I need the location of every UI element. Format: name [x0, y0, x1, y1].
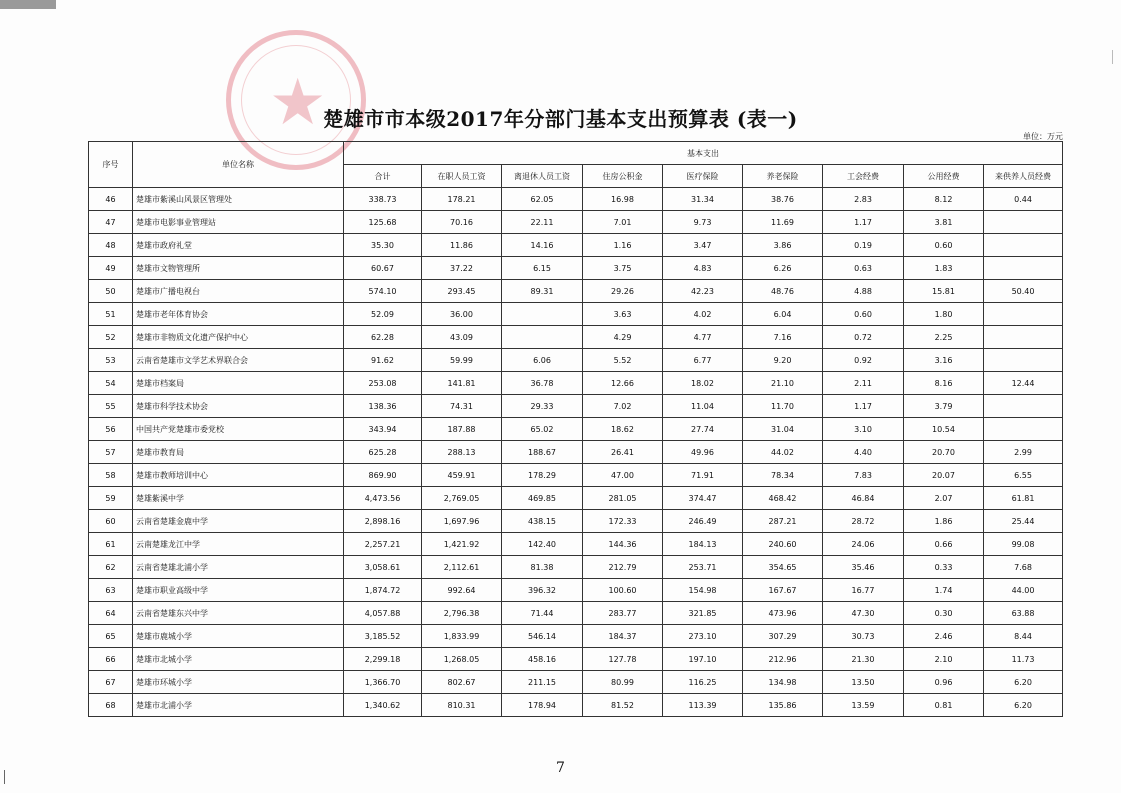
row-value-cell: 22.11: [502, 211, 583, 234]
row-value-cell: 13.50: [823, 671, 904, 694]
row-value-cell: 0.44: [984, 188, 1063, 211]
row-value-cell: 38.76: [743, 188, 823, 211]
row-value-cell: 60.67: [344, 257, 422, 280]
row-value-cell: 37.22: [422, 257, 502, 280]
row-value-cell: 7.02: [583, 395, 663, 418]
row-value-cell: 992.64: [422, 579, 502, 602]
row-unit-name: 中国共产党楚雄市委党校: [133, 418, 344, 441]
row-unit-name: 楚雄市文物管理所: [133, 257, 344, 280]
row-value-cell: 197.10: [663, 648, 743, 671]
row-value-cell: 1,268.05: [422, 648, 502, 671]
row-value-cell: 13.59: [823, 694, 904, 717]
row-value-cell: 18.62: [583, 418, 663, 441]
row-value-cell: 2,112.61: [422, 556, 502, 579]
row-index: 59: [89, 487, 133, 510]
row-value-cell: 78.34: [743, 464, 823, 487]
row-value-cell: 246.49: [663, 510, 743, 533]
table-row: [89, 418, 1063, 441]
row-unit-name: 楚雄市紫溪山风景区管理处: [133, 188, 344, 211]
row-value-cell: 52.09: [344, 303, 422, 326]
row-value-cell: 2.99: [984, 441, 1063, 464]
row-unit-name: 楚雄市电影事业管理站: [133, 211, 344, 234]
row-index: 64: [89, 602, 133, 625]
row-value-cell: 42.23: [663, 280, 743, 303]
row-value-cell: 3.10: [823, 418, 904, 441]
header-housing-fund: 住房公积金: [583, 165, 663, 188]
row-value-cell: 1,421.92: [422, 533, 502, 556]
row-value-cell: 8.16: [904, 372, 984, 395]
row-value-cell: 47.00: [583, 464, 663, 487]
row-value-cell: 9.20: [743, 349, 823, 372]
row-value-cell: 1,697.96: [422, 510, 502, 533]
row-value-cell: [502, 303, 583, 326]
table-row: [89, 602, 1063, 625]
row-index: 66: [89, 648, 133, 671]
row-value-cell: 14.16: [502, 234, 583, 257]
row-value-cell: 81.52: [583, 694, 663, 717]
row-value-cell: 48.76: [743, 280, 823, 303]
row-index: 57: [89, 441, 133, 464]
row-value-cell: 99.08: [984, 533, 1063, 556]
row-value-cell: 21.30: [823, 648, 904, 671]
row-value-cell: 6.55: [984, 464, 1063, 487]
row-value-cell: 20.70: [904, 441, 984, 464]
row-value-cell: 438.15: [502, 510, 583, 533]
row-value-cell: 167.67: [743, 579, 823, 602]
row-value-cell: 11.04: [663, 395, 743, 418]
row-value-cell: 35.46: [823, 556, 904, 579]
row-value-cell: 458.16: [502, 648, 583, 671]
row-index: 65: [89, 625, 133, 648]
row-value-cell: [984, 395, 1063, 418]
table-row: [89, 326, 1063, 349]
row-value-cell: 63.88: [984, 602, 1063, 625]
row-value-cell: 18.02: [663, 372, 743, 395]
scan-edge-mark: [0, 0, 56, 9]
row-value-cell: 2.25: [904, 326, 984, 349]
row-index: 49: [89, 257, 133, 280]
row-value-cell: 3.81: [904, 211, 984, 234]
header-total: 合计: [344, 165, 422, 188]
row-value-cell: 127.78: [583, 648, 663, 671]
row-value-cell: 287.21: [743, 510, 823, 533]
row-value-cell: 11.73: [984, 648, 1063, 671]
row-value-cell: 4.77: [663, 326, 743, 349]
row-value-cell: 59.99: [422, 349, 502, 372]
row-value-cell: 2,299.18: [344, 648, 422, 671]
row-value-cell: 869.90: [344, 464, 422, 487]
row-value-cell: 3.75: [583, 257, 663, 280]
row-value-cell: 321.85: [663, 602, 743, 625]
table-row: [89, 625, 1063, 648]
header-other-support: 来供养人员经费: [984, 165, 1063, 188]
row-value-cell: 288.13: [422, 441, 502, 464]
row-index: 52: [89, 326, 133, 349]
row-value-cell: 44.00: [984, 579, 1063, 602]
row-value-cell: 47.30: [823, 602, 904, 625]
row-unit-name: 云南省楚雄金鹿中学: [133, 510, 344, 533]
row-value-cell: 81.38: [502, 556, 583, 579]
row-value-cell: 16.77: [823, 579, 904, 602]
row-value-cell: 44.02: [743, 441, 823, 464]
table-row: [89, 372, 1063, 395]
row-value-cell: 5.52: [583, 349, 663, 372]
row-value-cell: 1.17: [823, 395, 904, 418]
row-unit-name: 楚雄市档案局: [133, 372, 344, 395]
row-value-cell: 9.73: [663, 211, 743, 234]
row-value-cell: 1.17: [823, 211, 904, 234]
header-public-expense: 公用经费: [904, 165, 984, 188]
row-value-cell: 184.13: [663, 533, 743, 556]
row-value-cell: 172.33: [583, 510, 663, 533]
row-value-cell: 141.81: [422, 372, 502, 395]
row-value-cell: 187.88: [422, 418, 502, 441]
row-value-cell: 80.99: [583, 671, 663, 694]
table-row: [89, 303, 1063, 326]
row-value-cell: 4.02: [663, 303, 743, 326]
row-value-cell: 473.96: [743, 602, 823, 625]
table-row: [89, 464, 1063, 487]
table-row: [89, 510, 1063, 533]
row-value-cell: [984, 326, 1063, 349]
row-value-cell: 281.05: [583, 487, 663, 510]
table-row: [89, 349, 1063, 372]
row-value-cell: 8.12: [904, 188, 984, 211]
header-staff-salary: 在职人员工资: [422, 165, 502, 188]
row-value-cell: 2.11: [823, 372, 904, 395]
row-value-cell: 74.31: [422, 395, 502, 418]
row-value-cell: 0.92: [823, 349, 904, 372]
row-value-cell: 4,473.56: [344, 487, 422, 510]
row-unit-name: 云南省楚雄北浦小学: [133, 556, 344, 579]
row-index: 47: [89, 211, 133, 234]
row-value-cell: 7.68: [984, 556, 1063, 579]
row-value-cell: 802.67: [422, 671, 502, 694]
row-value-cell: 0.66: [904, 533, 984, 556]
row-value-cell: 61.81: [984, 487, 1063, 510]
row-value-cell: 4.29: [583, 326, 663, 349]
row-value-cell: 188.67: [502, 441, 583, 464]
row-value-cell: 6.20: [984, 671, 1063, 694]
row-value-cell: [984, 303, 1063, 326]
row-value-cell: 3.47: [663, 234, 743, 257]
row-value-cell: 0.72: [823, 326, 904, 349]
row-value-cell: 1.16: [583, 234, 663, 257]
row-value-cell: 240.60: [743, 533, 823, 556]
table-row: [89, 487, 1063, 510]
table-row: [89, 533, 1063, 556]
row-value-cell: 184.37: [583, 625, 663, 648]
row-value-cell: 3.63: [583, 303, 663, 326]
row-value-cell: 3,185.52: [344, 625, 422, 648]
row-value-cell: 307.29: [743, 625, 823, 648]
row-value-cell: 1.86: [904, 510, 984, 533]
row-unit-name: 楚雄市北浦小学: [133, 694, 344, 717]
row-value-cell: 12.66: [583, 372, 663, 395]
row-value-cell: 0.60: [904, 234, 984, 257]
row-value-cell: 1.74: [904, 579, 984, 602]
row-value-cell: 1,340.62: [344, 694, 422, 717]
row-value-cell: [984, 211, 1063, 234]
row-unit-name: 楚雄紫溪中学: [133, 487, 344, 510]
row-value-cell: 6.77: [663, 349, 743, 372]
row-value-cell: 134.98: [743, 671, 823, 694]
row-unit-name: 云南楚雄龙江中学: [133, 533, 344, 556]
row-value-cell: 2,257.21: [344, 533, 422, 556]
row-value-cell: [984, 349, 1063, 372]
row-value-cell: 374.47: [663, 487, 743, 510]
row-value-cell: 11.86: [422, 234, 502, 257]
row-value-cell: 36.00: [422, 303, 502, 326]
row-value-cell: 26.41: [583, 441, 663, 464]
row-value-cell: 8.44: [984, 625, 1063, 648]
row-value-cell: 212.96: [743, 648, 823, 671]
row-value-cell: 0.60: [823, 303, 904, 326]
row-value-cell: 3,058.61: [344, 556, 422, 579]
row-value-cell: 2.83: [823, 188, 904, 211]
row-index: 51: [89, 303, 133, 326]
row-value-cell: 71.44: [502, 602, 583, 625]
table-row: [89, 579, 1063, 602]
header-unit-name: 单位名称: [133, 142, 344, 188]
row-value-cell: 0.96: [904, 671, 984, 694]
table-row: [89, 694, 1063, 717]
row-value-cell: 144.36: [583, 533, 663, 556]
row-value-cell: [984, 418, 1063, 441]
page-title: 楚雄市市本级2017年分部门基本支出预算表 (表一): [323, 107, 798, 131]
row-unit-name: 楚雄市北城小学: [133, 648, 344, 671]
row-value-cell: 354.65: [743, 556, 823, 579]
row-unit-name: 楚雄市非物质文化遗产保护中心: [133, 326, 344, 349]
row-value-cell: 211.15: [502, 671, 583, 694]
table-row: [89, 556, 1063, 579]
star-icon: ★: [269, 66, 327, 140]
table-row: [89, 188, 1063, 211]
row-value-cell: 1,874.72: [344, 579, 422, 602]
table-row: [89, 395, 1063, 418]
row-value-cell: 6.20: [984, 694, 1063, 717]
row-index: 68: [89, 694, 133, 717]
row-value-cell: 6.04: [743, 303, 823, 326]
row-index: 56: [89, 418, 133, 441]
row-value-cell: 62.05: [502, 188, 583, 211]
row-unit-name: 楚雄市广播电视台: [133, 280, 344, 303]
row-unit-name: 云南省楚雄东兴中学: [133, 602, 344, 625]
row-index: 50: [89, 280, 133, 303]
row-value-cell: 31.04: [743, 418, 823, 441]
row-unit-name: 楚雄市环城小学: [133, 671, 344, 694]
header-index: 序号: [89, 142, 133, 188]
row-value-cell: 4.40: [823, 441, 904, 464]
row-value-cell: 546.14: [502, 625, 583, 648]
row-value-cell: 28.72: [823, 510, 904, 533]
row-value-cell: 89.31: [502, 280, 583, 303]
header-union-fee: 工会经费: [823, 165, 904, 188]
row-value-cell: 30.73: [823, 625, 904, 648]
row-value-cell: 0.81: [904, 694, 984, 717]
row-value-cell: 1.80: [904, 303, 984, 326]
row-unit-name: 楚雄市政府礼堂: [133, 234, 344, 257]
row-value-cell: 29.33: [502, 395, 583, 418]
row-value-cell: 0.30: [904, 602, 984, 625]
row-value-cell: 138.36: [344, 395, 422, 418]
row-value-cell: 113.39: [663, 694, 743, 717]
row-value-cell: 343.94: [344, 418, 422, 441]
row-value-cell: 24.06: [823, 533, 904, 556]
row-value-cell: 574.10: [344, 280, 422, 303]
row-value-cell: 31.34: [663, 188, 743, 211]
row-value-cell: 253.71: [663, 556, 743, 579]
row-unit-name: 楚雄市教育局: [133, 441, 344, 464]
row-value-cell: 11.69: [743, 211, 823, 234]
row-value-cell: 178.94: [502, 694, 583, 717]
row-value-cell: 20.07: [904, 464, 984, 487]
row-index: 55: [89, 395, 133, 418]
scan-edge-mark: [1112, 50, 1113, 64]
row-value-cell: 293.45: [422, 280, 502, 303]
row-value-cell: 29.26: [583, 280, 663, 303]
row-value-cell: [502, 326, 583, 349]
row-value-cell: [984, 234, 1063, 257]
row-value-cell: 43.09: [422, 326, 502, 349]
row-value-cell: 46.84: [823, 487, 904, 510]
row-value-cell: 1,833.99: [422, 625, 502, 648]
row-value-cell: 154.98: [663, 579, 743, 602]
header-basic-expenditure: 基本支出: [344, 142, 1063, 165]
row-value-cell: 6.15: [502, 257, 583, 280]
page-number: 7: [556, 760, 565, 776]
row-index: 60: [89, 510, 133, 533]
table-row: [89, 441, 1063, 464]
row-value-cell: 25.44: [984, 510, 1063, 533]
row-index: 67: [89, 671, 133, 694]
row-value-cell: 36.78: [502, 372, 583, 395]
row-value-cell: 7.83: [823, 464, 904, 487]
row-value-cell: 71.91: [663, 464, 743, 487]
row-value-cell: 27.74: [663, 418, 743, 441]
table-row: [89, 280, 1063, 303]
row-value-cell: 625.28: [344, 441, 422, 464]
row-value-cell: 0.63: [823, 257, 904, 280]
row-unit-name: 楚雄市教师培训中心: [133, 464, 344, 487]
row-unit-name: 楚雄市职业高级中学: [133, 579, 344, 602]
row-value-cell: 91.62: [344, 349, 422, 372]
row-unit-name: 楚雄市老年体育协会: [133, 303, 344, 326]
row-value-cell: 2,769.05: [422, 487, 502, 510]
row-value-cell: 49.96: [663, 441, 743, 464]
table-row: [89, 648, 1063, 671]
row-unit-name: 云南省楚雄市文学艺术界联合会: [133, 349, 344, 372]
row-value-cell: 100.60: [583, 579, 663, 602]
row-value-cell: 0.19: [823, 234, 904, 257]
row-index: 61: [89, 533, 133, 556]
row-value-cell: 10.54: [904, 418, 984, 441]
row-value-cell: 6.26: [743, 257, 823, 280]
row-value-cell: [984, 257, 1063, 280]
row-value-cell: 70.16: [422, 211, 502, 234]
header-pension-insurance: 养老保险: [743, 165, 823, 188]
row-value-cell: 116.25: [663, 671, 743, 694]
row-value-cell: 396.32: [502, 579, 583, 602]
header-retiree-salary: 离退休人员工资: [502, 165, 583, 188]
row-value-cell: 3.86: [743, 234, 823, 257]
row-value-cell: 468.42: [743, 487, 823, 510]
row-value-cell: 21.10: [743, 372, 823, 395]
row-value-cell: 7.16: [743, 326, 823, 349]
table-row: [89, 211, 1063, 234]
row-value-cell: 125.68: [344, 211, 422, 234]
row-value-cell: 4,057.88: [344, 602, 422, 625]
row-value-cell: 2.10: [904, 648, 984, 671]
row-value-cell: 212.79: [583, 556, 663, 579]
row-unit-name: 楚雄市鹿城小学: [133, 625, 344, 648]
row-value-cell: 253.08: [344, 372, 422, 395]
row-value-cell: 0.33: [904, 556, 984, 579]
row-value-cell: 16.98: [583, 188, 663, 211]
unit-label: 单位：万元: [1023, 132, 1063, 141]
row-value-cell: 3.79: [904, 395, 984, 418]
row-value-cell: 2,898.16: [344, 510, 422, 533]
row-value-cell: 3.16: [904, 349, 984, 372]
row-value-cell: 1,366.70: [344, 671, 422, 694]
row-value-cell: 178.29: [502, 464, 583, 487]
row-value-cell: 1.83: [904, 257, 984, 280]
row-value-cell: 4.83: [663, 257, 743, 280]
row-index: 63: [89, 579, 133, 602]
row-index: 46: [89, 188, 133, 211]
row-value-cell: 178.21: [422, 188, 502, 211]
row-value-cell: 50.40: [984, 280, 1063, 303]
table-row: [89, 257, 1063, 280]
budget-table: [88, 141, 1063, 717]
row-index: 62: [89, 556, 133, 579]
table-row: [89, 234, 1063, 257]
row-value-cell: 283.77: [583, 602, 663, 625]
row-value-cell: 810.31: [422, 694, 502, 717]
table-row: [89, 671, 1063, 694]
row-value-cell: 2.07: [904, 487, 984, 510]
row-value-cell: 338.73: [344, 188, 422, 211]
row-value-cell: 12.44: [984, 372, 1063, 395]
row-value-cell: 62.28: [344, 326, 422, 349]
row-value-cell: 7.01: [583, 211, 663, 234]
row-index: 53: [89, 349, 133, 372]
row-value-cell: 459.91: [422, 464, 502, 487]
row-value-cell: 65.02: [502, 418, 583, 441]
row-index: 48: [89, 234, 133, 257]
row-index: 58: [89, 464, 133, 487]
row-value-cell: 469.85: [502, 487, 583, 510]
row-value-cell: 135.86: [743, 694, 823, 717]
row-value-cell: 6.06: [502, 349, 583, 372]
row-value-cell: 2,796.38: [422, 602, 502, 625]
row-index: 54: [89, 372, 133, 395]
row-value-cell: 142.40: [502, 533, 583, 556]
row-value-cell: 11.70: [743, 395, 823, 418]
row-unit-name: 楚雄市科学技术协会: [133, 395, 344, 418]
row-value-cell: 273.10: [663, 625, 743, 648]
row-value-cell: 35.30: [344, 234, 422, 257]
row-value-cell: 4.88: [823, 280, 904, 303]
row-value-cell: 2.46: [904, 625, 984, 648]
header-medical-insurance: 医疗保险: [663, 165, 743, 188]
row-value-cell: 15.81: [904, 280, 984, 303]
table-body: [89, 188, 1063, 717]
